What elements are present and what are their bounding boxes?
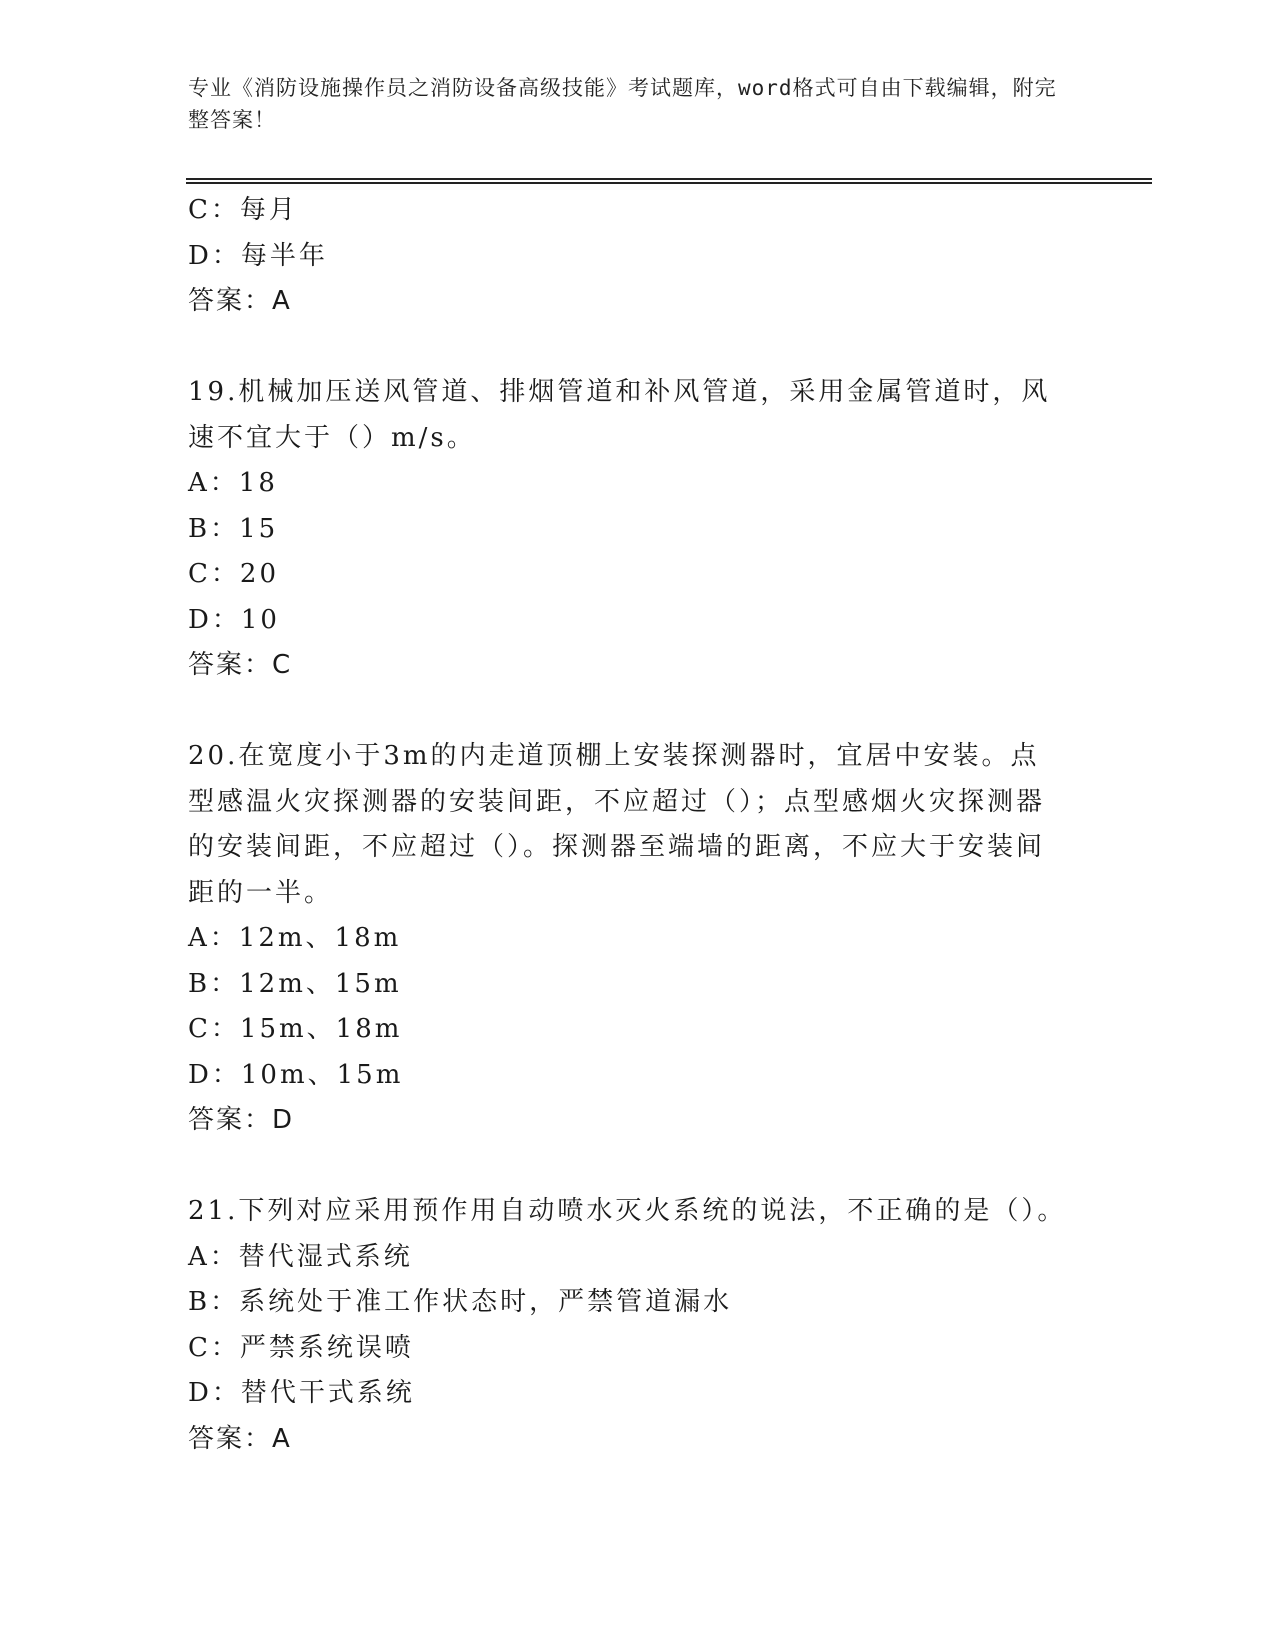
question-21	[188, 1189, 1088, 1462]
option-text: 12m、15m	[239, 968, 402, 999]
option-text: 替代湿式系统	[238, 1241, 413, 1272]
question-stem: 19.机械加压送风管道、排烟管道和补风管道，采用金属管道时，风速不宜大于（）m/s。	[188, 377, 1051, 453]
option-text: 12m、18m	[238, 923, 402, 953]
question-20	[188, 734, 1088, 1144]
option-text: 10m、15m	[240, 1059, 404, 1090]
option-key: C	[188, 559, 211, 589]
option-a: A：替代湿式系统	[188, 1241, 413, 1272]
document-body	[188, 188, 1088, 1462]
option-text: 15m、18m	[239, 1014, 403, 1044]
option-key: D	[188, 604, 212, 635]
option-text: 15	[239, 513, 279, 544]
option-c: C：每月	[188, 195, 298, 225]
option-key: C	[188, 195, 211, 225]
spacer	[188, 1144, 1088, 1190]
page-header: 专业《消防设施操作员之消防设备高级技能》考试题库，word格式可自由下载编辑，附完整答案！	[188, 76, 1057, 132]
option-key: A	[188, 468, 210, 498]
option-d: D：替代干式系统	[188, 1378, 415, 1408]
option-b: B：系统处于准工作状态时，严禁管道漏水	[188, 1287, 733, 1317]
option-text: 20	[239, 559, 280, 589]
option-key: C	[188, 1332, 211, 1363]
answer: 答案：C	[188, 650, 293, 680]
option-text: 每半年	[240, 240, 328, 271]
option-text: 系统处于准工作状态时，严禁管道漏水	[239, 1287, 733, 1317]
header-rule-top	[186, 178, 1152, 180]
option-d: D：10m、15m	[188, 1059, 404, 1090]
answer: 答案：A	[188, 286, 292, 316]
option-c: C：严禁系统误喷	[188, 1332, 414, 1363]
option-a: A：18	[188, 468, 278, 498]
option-b: B：15	[188, 513, 279, 544]
option-key: B	[188, 513, 211, 544]
option-key: A	[188, 1241, 210, 1272]
option-key: B	[188, 1287, 211, 1317]
question-continued	[188, 188, 1088, 325]
option-key: D	[188, 1059, 212, 1090]
option-d: D：10	[188, 604, 280, 635]
spacer	[188, 689, 1088, 735]
header-rule-bottom	[186, 182, 1152, 184]
option-c: C：15m、18m	[188, 1014, 403, 1044]
option-key: D	[188, 1378, 212, 1408]
question-stem: 21.下列对应采用预作用自动喷水灭火系统的说法，不正确的是（）。	[188, 1196, 1067, 1226]
option-text: 10	[240, 604, 280, 635]
option-text: 替代干式系统	[240, 1378, 415, 1408]
option-key: B	[188, 968, 211, 999]
answer: 答案：D	[188, 1105, 295, 1135]
option-text: 每月	[239, 195, 298, 225]
option-d: D：每半年	[188, 240, 328, 271]
option-b: B：12m、15m	[188, 968, 402, 999]
option-key: C	[188, 1014, 211, 1044]
option-a: A：12m、18m	[188, 923, 402, 953]
question-stem: 20.在宽度小于3m的内走道顶棚上安装探测器时，宜居中安装。点型感温火灾探测器的安装间距，不应超过（）；点型感烟火灾探测器的安装间距，不应超过（）。探测器至端墙的距离，不应大于安装间距的一半。	[188, 741, 1046, 908]
option-key: A	[188, 923, 210, 953]
question-19	[188, 370, 1088, 689]
option-c: C：20	[188, 559, 280, 589]
answer: 答案：A	[188, 1423, 292, 1454]
option-text: 18	[238, 468, 278, 498]
option-text: 严禁系统误喷	[239, 1332, 414, 1363]
option-key: D	[188, 240, 212, 271]
spacer	[188, 325, 1088, 371]
